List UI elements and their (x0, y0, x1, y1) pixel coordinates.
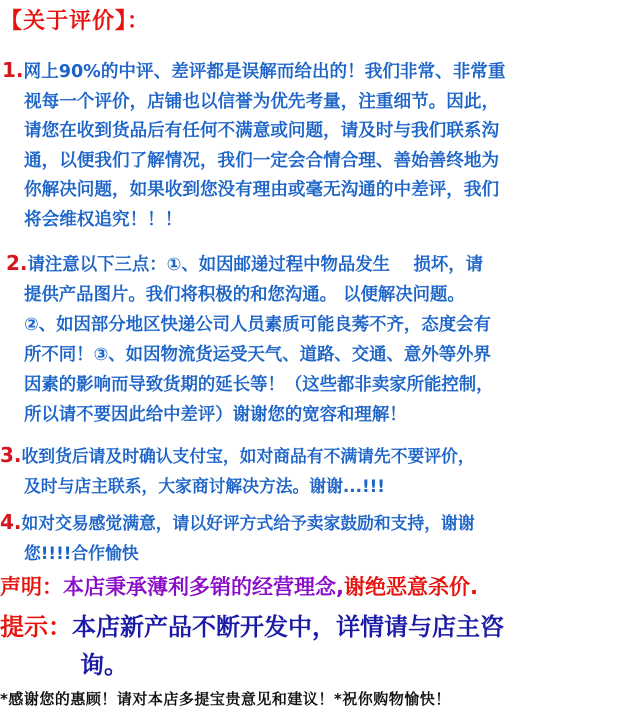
statement-warning: 谢绝恶意杀价. (343, 575, 478, 599)
notice-item-3-number: 3. (0, 443, 22, 467)
tip-text-continued: 询。 (80, 651, 128, 679)
notice-item-1-line: 请您在收到货品后有任何不满意或问题，请及时与我们联系沟 (24, 121, 500, 141)
notice-item-2 (0, 248, 620, 430)
notice-item-1-line: 通，以便我们了解情况，我们一定会合情合理、善始善终地为 (24, 150, 500, 171)
tip-text: 本店新产品不断开发中，详情请与店主咨 (72, 613, 504, 641)
shop-tip (0, 608, 504, 684)
notice-item-4-text: 如对交易感觉满意，请以好评方式给予卖家鼓励和支持，谢谢 (21, 513, 475, 533)
notice-item-3 (0, 440, 620, 501)
tip-line (0, 608, 504, 646)
notice-item-1-line: 视每一个评价，店铺也以信誉为优先考量，注重细节。因此， (24, 91, 500, 112)
statement-label: 声明： (0, 575, 63, 599)
notice-item-4-line (0, 507, 620, 538)
notice-item-3-text: 收到货后请及时确认支付宝，如对商品有不满请先不要评价， (21, 446, 475, 466)
notice-item-2-line: 提供产品图片。我们将积极的和您沟通。 以便解决问题。 (24, 285, 465, 305)
notice-item-1-line: 你解决问题，如果收到您没有理由或毫无沟通的中差评，我们 (24, 180, 500, 200)
notice-item-3-line: 及时与店主联系，大家商讨解决方法。谢谢...!!! (24, 476, 385, 496)
notice-item-3-line (0, 440, 620, 471)
notice-item-2-line: 所不同！③、如因物流货运受天气、道路、交通、意外等外界 (24, 345, 491, 365)
notice-item-1-line: 将会维权追究！！！ (24, 209, 183, 230)
page-title: 【关于评价】： (0, 9, 151, 34)
notice-item-4-number: 4. (0, 510, 22, 534)
shop-statement (0, 570, 478, 604)
notice-item-1-line (0, 56, 620, 88)
notice-item-2-text: 请注意以下三点：①、如因邮递过程中物品发生 损坏，请 (27, 255, 484, 275)
notice-item-2-line: ②、如因部分地区快递公司人员素质可能良莠不齐，态度会有 (24, 315, 491, 335)
statement-text: 本店秉承薄利多销的经营理念, (63, 575, 344, 599)
notice-item-2-number: 2. (6, 251, 28, 275)
notice-item-2-line: 所以请不要因此给中差评）谢谢您的宽容和理解！ (24, 405, 407, 425)
notice-item-4 (0, 507, 620, 568)
notice-item-1 (0, 56, 620, 235)
notice-item-2-line (0, 248, 620, 280)
notice-item-1-number: 1. (2, 58, 24, 82)
notice-item-2-line: 因素的影响而导致货期的延长等！（这些都非卖家所能控制， (24, 375, 494, 395)
thanks-footer: *感谢您的惠顾！请对本店多提宝贵意见和建议！*祝你购物愉快！ (0, 690, 451, 708)
tip-label: 提示： (0, 613, 72, 641)
notice-item-4-line: 您!!!!合作愉快 (24, 543, 139, 563)
notice-item-1-text: 网上90%的中评、差评都是误解而给出的！我们非常、非常重 (23, 62, 506, 82)
